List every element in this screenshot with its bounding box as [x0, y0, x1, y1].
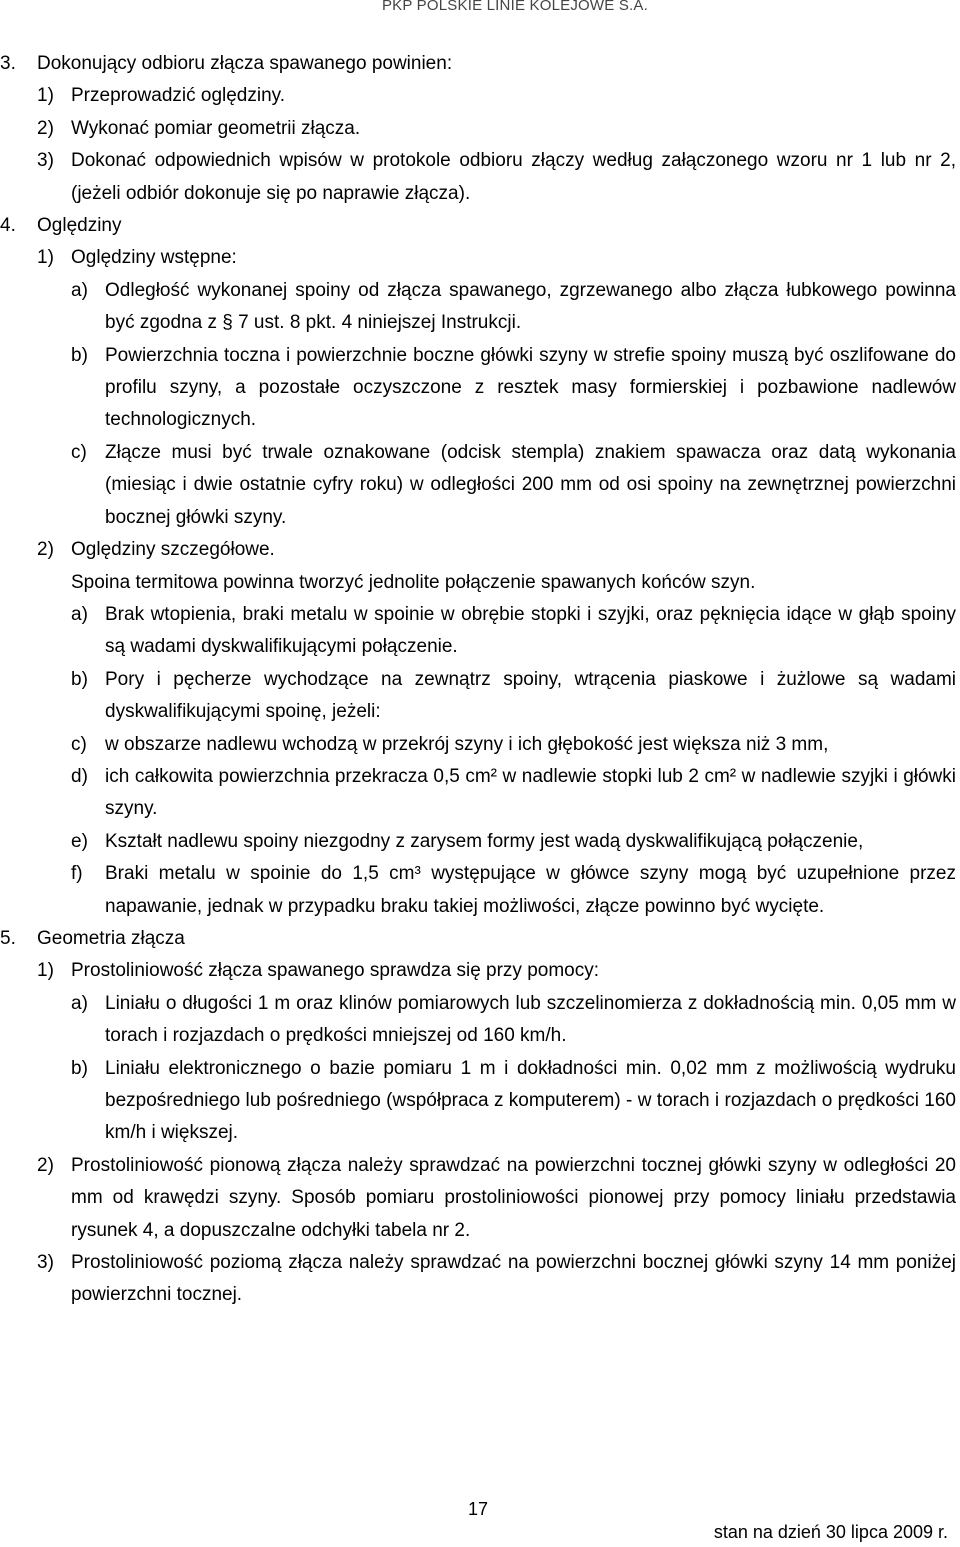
list-item: [0, 80, 956, 112]
section-number: 3.: [0, 53, 16, 74]
item-text: Prostoliniowość poziomą złącza należy sprawdzać na powierzchni bocznej główki szyny 14 mm poniżej powierzchni tocznej.: [71, 1252, 956, 1306]
sub-item-text: Brak wtopienia, braki metalu w spoinie w obrębie stopki i szyjki, oraz pęknięcia idące w głąb spoiny są wadami dyskwalifikującymi połączenie.: [105, 603, 956, 658]
sub-item: [0, 761, 956, 826]
sub-item-letter: e): [71, 830, 88, 852]
section-heading: Oględziny: [37, 215, 122, 237]
sub-item-letter: b): [71, 344, 88, 366]
section-5: [0, 923, 956, 955]
item-text: Dokonać odpowiednich wpisów w protokole odbioru złączy według załączonego wzoru nr 1 lub nr 2, (jeżeli odbiór dokonuje się po naprawie złącza).: [71, 150, 956, 204]
item-text: Prostoliniowość złącza spawanego sprawdza się przy pomocy:: [71, 960, 600, 982]
sub-item: [0, 275, 956, 340]
sub-item-text: Kształt nadlewu spoiny niezgodny z zarysem formy jest wadą dyskwalifikującą połączenie,: [105, 830, 864, 852]
page-number: 17: [467, 1499, 489, 1519]
sub-item: [0, 988, 956, 1053]
item-number: 3): [37, 150, 54, 172]
sub-item-text: Braki metalu w spoinie do 1,5 cm³ występujące w główce szyny mogą być uzupełnione przez napawanie, jednak w przypadku braku takiej możliwości, złącze powinno być wycięte.: [105, 863, 956, 917]
item-text: Prostoliniowość pionową złącza należy sprawdzać na powierzchni tocznej główki szyny w odległości 20 mm od krawędzi szyny. Sposób pomiaru prostoliniowości pionowej przy pomocy liniału przedstawia rysunek 4, a dopuszczalne odchyłki tabela nr 2.: [71, 1154, 956, 1241]
section-number: 4.: [0, 215, 16, 237]
section-number: 5.: [0, 927, 16, 949]
list-item: [0, 1247, 956, 1312]
sub-item: [0, 437, 956, 534]
item-number: 2): [37, 539, 54, 561]
sub-item-text: Odległość wykonanej spoiny od złącza spawanego, zgrzewanego albo złącza łubkowego powinna być zgodna z § 7 ust. 8 pkt. 4 niniejszej Instrukcji.: [105, 279, 956, 334]
sub-item-text: Pory i pęcherze wychodzące na zewnątrz spoiny, wtrącenia piaskowe i żużlowe są wadami dyskwalifikującymi spoinę, jeżeli:: [105, 668, 956, 723]
sub-item-text: Powierzchnia toczna i powierzchnie boczne główki szyny w strefie spoiny muszą być oszlifowane do profilu szyny, a pozostałe oczyszczone z resztek masy formierskiej i pozbawione nadlewów technologicznych.: [105, 344, 956, 431]
sub-item: [0, 1053, 956, 1150]
sub-item-letter: b): [71, 1057, 88, 1079]
sub-item-letter: a): [71, 992, 88, 1014]
sub-item-text: Liniału elektronicznego o bazie pomiaru 1 m i dokładności min. 0,02 mm z możliwością wydruku bezpośredniego lub pośredniego (współpraca z komputerem) - w torach i rozjazdach o prędkości 160 km/h i większej.: [105, 1057, 956, 1144]
sub-item-text: ich całkowita powierzchnia przekracza 0,5 cm² w nadlewie stopki lub 2 cm² w nadlewie szyjki i główki szyny.: [105, 765, 956, 820]
item-text: Oględziny wstępne:: [71, 247, 237, 269]
sub-item-letter: c): [71, 441, 87, 463]
list-item: [0, 145, 956, 210]
section-4: [0, 210, 956, 242]
paragraph: Spoina termitowa powinna tworzyć jednolite połączenie spawanych końców szyn.: [71, 571, 756, 593]
sub-item-text: Liniału o długości 1 m oraz klinów pomiarowych lub szczelinomierza z dokładnością min. 0,05 mm w torach i rozjazdach o prędkości mniejszej od 160 km/h.: [105, 992, 956, 1047]
item-number: 3): [37, 1252, 54, 1274]
sub-item-text: w obszarze nadlewu wchodzą w przekrój szyny i ich głębokość jest większa niż 3 mm,: [105, 733, 829, 755]
item-text: Wykonać pomiar geometrii złącza.: [71, 117, 361, 139]
section-heading: Geometria złącza: [37, 927, 185, 949]
item-number: 1): [37, 247, 54, 269]
section-3: [0, 48, 956, 80]
section-heading: Dokonujący odbioru złącza spawanego powinien:: [37, 53, 453, 74]
item-text: Oględziny szczegółowe.: [71, 539, 275, 561]
item-text: Przeprowadzić oględziny.: [71, 85, 286, 107]
footer-date: stan na dzień 30 lipca 2009 r.: [713, 1522, 948, 1542]
sub-item-text: Złącze musi być trwale oznakowane (odcisk stempla) znakiem spawacza oraz datą wykonania (miesiąc i dwie ostatnie cyfry roku) w odległości 200 mm od osi spoiny na zewnętrznej powierzchni bocznej główki szyny.: [105, 441, 956, 528]
page-header: [0, 0, 960, 14]
list-item: [0, 242, 956, 274]
sub-item-letter: a): [71, 279, 88, 301]
sub-item-letter: a): [71, 603, 88, 625]
item-number: 1): [37, 85, 54, 107]
list-item: [0, 1150, 956, 1247]
list-item: [0, 113, 956, 145]
sub-item-letter: b): [71, 668, 88, 690]
sub-item: [0, 858, 956, 923]
list-item: [0, 534, 956, 566]
item-number: 2): [37, 1154, 54, 1176]
item-number: 1): [37, 960, 54, 982]
sub-item: [0, 729, 956, 761]
sub-item: [0, 826, 956, 858]
sub-item: [0, 664, 956, 729]
header-organization: PKP POLSKIE LINIE KOLEJOWE S.A.: [381, 0, 648, 14]
sub-item: [0, 340, 956, 437]
sub-item-letter: d): [71, 765, 88, 787]
sub-item-letter: f): [71, 863, 83, 885]
item-number: 2): [37, 117, 54, 139]
document-body: [0, 48, 956, 1312]
list-item: [0, 955, 956, 987]
sub-item: [0, 599, 956, 664]
sub-item-letter: c): [71, 733, 87, 755]
